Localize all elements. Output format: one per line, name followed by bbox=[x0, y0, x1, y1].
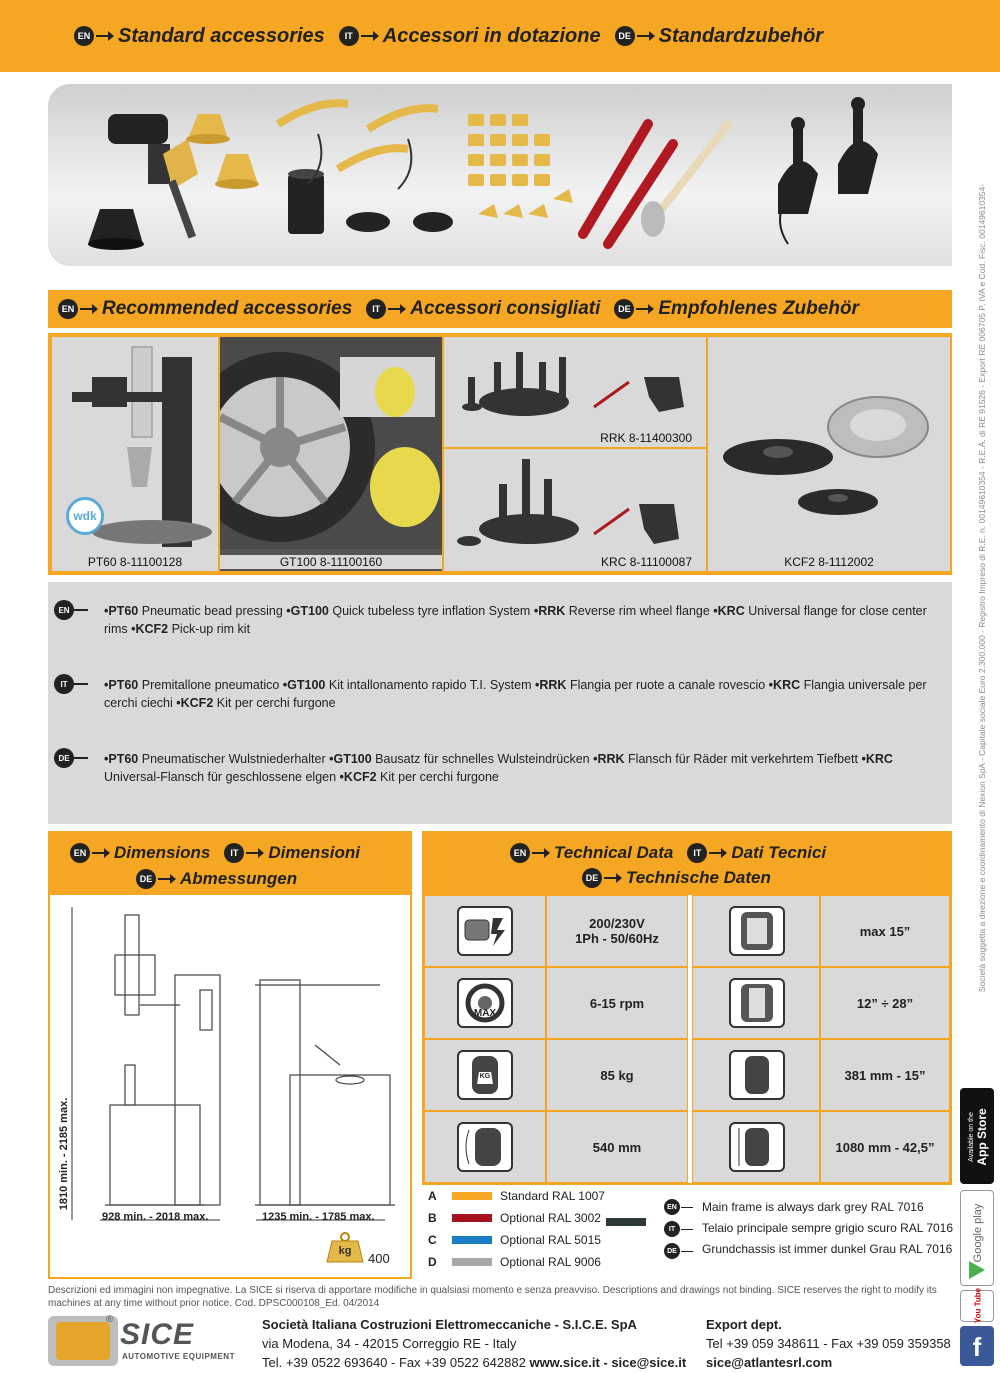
max-tyre-diameter-value: 540 mm bbox=[592, 1139, 642, 1155]
accessory-gt100 bbox=[218, 335, 444, 573]
dimensions-header bbox=[50, 833, 410, 895]
color-swatch bbox=[452, 1214, 492, 1222]
accessory-caption: KCF2 8-1112002 bbox=[784, 555, 874, 569]
standard-accessories-header bbox=[0, 0, 1000, 72]
en-badge: EN bbox=[58, 299, 78, 319]
it-badge: IT bbox=[339, 26, 359, 46]
text-gt100: Kit intallonamento rapido T.I. System bbox=[325, 678, 535, 692]
code-pt60: •PT60 bbox=[104, 678, 139, 692]
recommended-accessories-grid bbox=[48, 333, 952, 575]
arrow-icon bbox=[74, 683, 88, 685]
kcf2-illustration bbox=[708, 337, 950, 549]
play-icon bbox=[969, 1261, 985, 1279]
depth-label: 1235 min. - 1785 max. bbox=[262, 1211, 375, 1223]
technical-data-header bbox=[424, 833, 950, 895]
speed-icon bbox=[457, 978, 513, 1028]
google-play-button[interactable] bbox=[960, 1190, 994, 1286]
accessory-krc bbox=[442, 447, 708, 573]
logo-tagline: AUTOMOTIVE EQUIPMENT bbox=[122, 1352, 235, 1361]
code-rrk: •RRK bbox=[535, 678, 567, 692]
tyre-diameter-icon bbox=[457, 1122, 513, 1172]
de-badge: DE bbox=[614, 299, 634, 319]
recommended-title-en: Recommended accessories bbox=[102, 298, 353, 319]
recommended-title-it: Accessori consigliati bbox=[410, 298, 601, 319]
tech-value-cell bbox=[820, 895, 950, 967]
tech-value-cell bbox=[820, 1111, 950, 1183]
gt100-illustration bbox=[220, 337, 442, 549]
arrow-icon bbox=[92, 852, 108, 854]
tech-icon-cell bbox=[692, 967, 820, 1039]
dimensions-title-row-1 bbox=[70, 843, 370, 863]
arrow-icon bbox=[74, 609, 88, 611]
text-pt60: Pneumatischer Wulstniederhalter bbox=[138, 752, 330, 766]
arrow-icon bbox=[636, 308, 652, 310]
power-value: 200/230V 1Ph - 50/60Hz bbox=[575, 916, 659, 946]
rim-diameter-icon bbox=[729, 978, 785, 1028]
code-kcf2: •KCF2 bbox=[176, 696, 214, 710]
tech-value-cell bbox=[820, 1039, 950, 1111]
tech-icon-cell bbox=[424, 967, 546, 1039]
color-letter: D bbox=[428, 1255, 437, 1269]
logo-registered: ® bbox=[106, 1314, 114, 1325]
color-letter: C bbox=[428, 1233, 437, 1247]
description-it bbox=[104, 676, 944, 712]
de-badge: DE bbox=[615, 26, 635, 46]
company-name: Società Italiana Costruzioni Elettromeccaniche - S.I.C.E. SpA bbox=[262, 1317, 637, 1332]
dimensions-title-row-2 bbox=[136, 869, 307, 889]
dimensions-title-de: Abmessungen bbox=[180, 869, 298, 888]
frame-note-it: Telaio principale sempre grigio scuro RAL 7016 bbox=[702, 1221, 954, 1235]
machine-weight-value: 85 kg bbox=[600, 1067, 634, 1083]
max-tyre-width-value: 381 mm - 15” bbox=[844, 1067, 926, 1083]
code-rrk: •RRK bbox=[593, 752, 625, 766]
de-badge: DE bbox=[664, 1243, 680, 1259]
weight-tyre-icon bbox=[457, 1050, 513, 1100]
export-phone: Tel +39 059 348611 - Fax +39 059 359358 bbox=[706, 1336, 951, 1351]
technical-title-row-1 bbox=[510, 843, 836, 863]
wdk-logo: wdk bbox=[66, 497, 104, 535]
company-web-link[interactable]: www.sice.it - sice@sice.it bbox=[529, 1355, 687, 1370]
standard-accessories-illustration bbox=[48, 84, 952, 266]
it-badge: IT bbox=[54, 674, 74, 694]
it-badge: IT bbox=[366, 299, 386, 319]
en-badge: EN bbox=[74, 26, 94, 46]
en-badge: EN bbox=[664, 1199, 680, 1215]
color-label: Optional RAL 9006 bbox=[500, 1255, 601, 1269]
disclaimer: Descrizioni ed immagini non impegnative. La SICE si riserva di apportare modifiche in qualsiasi momento e senza preavviso. Descriptions and drawings not binding. SICE reserves the right to modify its machines at any time without prior notice. Cod. DPSC000108_Ed. 04/2014 bbox=[48, 1285, 937, 1309]
technical-data-panel bbox=[422, 831, 952, 1185]
arrow-icon bbox=[74, 757, 88, 759]
tech-value-cell bbox=[820, 967, 950, 1039]
arrow-icon bbox=[246, 852, 262, 854]
text-krc: Universal-Flansch für geschlossene elgen bbox=[104, 770, 340, 784]
code-kcf2: •KCF2 bbox=[339, 770, 377, 784]
text-rrk: Flansch für Räder mit verkehrtem Tiefbett bbox=[624, 752, 862, 766]
tech-icon-cell bbox=[424, 1039, 546, 1111]
accessory-caption: RRK 8-11400300 bbox=[600, 431, 692, 445]
frame-color-swatch bbox=[606, 1218, 646, 1226]
frame-note-de: Grundchassis ist immer dunkel Grau RAL 7016 bbox=[702, 1242, 953, 1256]
color-letter: B bbox=[428, 1211, 437, 1225]
accessory-caption: PT60 8-11100128 bbox=[87, 555, 183, 569]
code-krc: •KRC bbox=[768, 678, 801, 692]
en-badge: EN bbox=[510, 843, 530, 863]
code-krc: •KRC bbox=[713, 604, 745, 618]
en-badge: EN bbox=[70, 843, 90, 863]
standard-title-en: Standard accessories bbox=[118, 24, 325, 47]
arrow-icon bbox=[709, 852, 725, 854]
description-en bbox=[104, 602, 944, 638]
rrk-illustration bbox=[444, 337, 706, 432]
tech-value-cell bbox=[546, 895, 688, 967]
frame-note-en: Main frame is always dark grey RAL 7016 bbox=[702, 1200, 924, 1214]
code-gt100: •GT100 bbox=[282, 678, 326, 692]
accessory-caption: GT100 8-11100160 bbox=[220, 555, 442, 569]
arrow-icon bbox=[681, 1251, 693, 1252]
standard-title-de: Standardzubehör bbox=[658, 24, 824, 47]
color-swatch bbox=[452, 1236, 492, 1244]
text-rrk: Flangia per ruote a canale rovescio bbox=[566, 678, 769, 692]
facebook-icon: f bbox=[972, 1332, 982, 1362]
tech-value-cell bbox=[546, 1039, 688, 1111]
text-rrk: Reverse rim wheel flange bbox=[565, 604, 714, 618]
app-store-text bbox=[966, 1090, 988, 1184]
recommended-accessories-title bbox=[58, 298, 869, 320]
tech-icon-cell bbox=[692, 1039, 820, 1111]
code-kcf2: •KCF2 bbox=[131, 622, 169, 636]
color-swatch bbox=[452, 1192, 492, 1200]
legal-side-text bbox=[975, 140, 989, 1040]
rim-diameter-value: 12” ÷ 28” bbox=[856, 995, 914, 1011]
technical-title-en: Technical Data bbox=[554, 843, 674, 862]
text-pt60: Pneumatic bead pressing bbox=[138, 604, 287, 618]
technical-title-row-2 bbox=[582, 868, 781, 888]
tech-icon-cell bbox=[692, 1111, 820, 1183]
de-badge: DE bbox=[54, 748, 74, 768]
code-pt60: •PT60 bbox=[104, 752, 139, 766]
app-store-button[interactable] bbox=[960, 1088, 994, 1184]
accessory-pt60 bbox=[50, 335, 220, 573]
weight-tyre-icon-label: KG bbox=[479, 1073, 491, 1080]
code-pt60: •PT60 bbox=[104, 604, 139, 618]
logo-name: SICE bbox=[120, 1318, 195, 1351]
text-kcf2: Kit per cerchi furgone bbox=[213, 696, 336, 710]
arrow-icon bbox=[604, 877, 620, 879]
tech-icon-cell bbox=[692, 895, 820, 967]
arrow-icon bbox=[681, 1207, 693, 1208]
weight-icon bbox=[326, 1231, 364, 1263]
max-wheel-diameter-value: 1080 mm - 42,5” bbox=[835, 1139, 935, 1155]
dimensions-panel bbox=[48, 831, 412, 1279]
speed-icon-label: MAX bbox=[473, 1008, 497, 1019]
text-krc: Universal flange for close center rims bbox=[104, 604, 927, 636]
dimensions-title-it: Dimensioni bbox=[268, 843, 360, 862]
technical-title-de: Technische Daten bbox=[626, 868, 771, 887]
width-label: 928 min. - 2018 max. bbox=[102, 1211, 209, 1223]
youtube-text: You Tube bbox=[973, 1287, 983, 1324]
accessory-kcf2 bbox=[706, 335, 952, 573]
logo-s-icon bbox=[56, 1322, 110, 1360]
export-email-link[interactable]: sice@atlantesrl.com bbox=[706, 1355, 833, 1370]
color-label: Optional RAL 5015 bbox=[500, 1233, 601, 1247]
description-de bbox=[104, 750, 944, 786]
rim-width-value: max 15” bbox=[859, 923, 911, 939]
it-badge: IT bbox=[664, 1221, 680, 1237]
tyre-width-icon bbox=[729, 906, 785, 956]
speed-value: 6-15 rpm bbox=[589, 995, 645, 1011]
arrow-icon bbox=[96, 35, 112, 37]
color-label: Standard RAL 1007 bbox=[500, 1189, 605, 1203]
code-gt100: •GT100 bbox=[329, 752, 372, 766]
accessory-caption: KRC 8-11100087 bbox=[601, 555, 692, 569]
text-gt100: Bausatz für schnelles Wulsteindrücken bbox=[371, 752, 594, 766]
tech-value-cell bbox=[546, 1111, 688, 1183]
standard-accessories-photo bbox=[48, 84, 952, 266]
weight-value: 400 bbox=[368, 1251, 390, 1266]
facebook-button[interactable] bbox=[960, 1326, 994, 1366]
it-badge: IT bbox=[687, 843, 707, 863]
color-label: Optional RAL 3002 bbox=[500, 1211, 601, 1225]
legal-side-text-content: Società soggetta a direzione e coordinamento di Nexion SpA - Capitale sociale Euro 2.300.000 - Registro Impreso di R.E. n. 00149610354 - R.E.A. di RE 91526 - Export RE 006705 P. IVA e Cod. Fisc. 00149610354- bbox=[977, 183, 987, 993]
text-krc: Flangia universale per cerchi ciechi bbox=[104, 678, 927, 710]
accessory-descriptions bbox=[48, 582, 952, 824]
krc-illustration bbox=[444, 449, 706, 554]
tech-icon-cell bbox=[424, 895, 546, 967]
accessory-rrk bbox=[442, 335, 708, 449]
text-pt60: Premitallone pneumatico bbox=[138, 678, 283, 692]
phone-text: Tel. +39 0522 693640 - Fax +39 0522 642882 bbox=[262, 1355, 526, 1370]
height-dimension bbox=[54, 1088, 74, 1248]
arrow-icon bbox=[361, 35, 377, 37]
google-play-text: Google play bbox=[972, 1203, 984, 1263]
arrow-icon bbox=[681, 1229, 693, 1230]
arrow-icon bbox=[637, 35, 653, 37]
code-krc: •KRC bbox=[861, 752, 893, 766]
en-badge: EN bbox=[54, 600, 74, 620]
recommended-accessories-header bbox=[48, 290, 952, 328]
wheel-diameter-icon bbox=[729, 1122, 785, 1172]
it-badge: IT bbox=[224, 843, 244, 863]
code-rrk: •RRK bbox=[533, 604, 566, 618]
motor-icon bbox=[457, 906, 513, 956]
arrow-icon bbox=[158, 878, 174, 880]
text-kcf2: Kit per cerchi furgone bbox=[376, 770, 499, 784]
app-store-big: App Store bbox=[975, 1108, 989, 1166]
arrow-icon bbox=[532, 852, 548, 854]
export-title: Export dept. bbox=[706, 1317, 782, 1332]
app-store-small: Available on the bbox=[968, 1112, 975, 1162]
technical-title-it: Dati Tecnici bbox=[731, 843, 827, 862]
code-gt100: •GT100 bbox=[286, 604, 329, 618]
de-badge: DE bbox=[582, 868, 602, 888]
recommended-title-de: Empfohlenes Zubehör bbox=[658, 298, 859, 319]
company-phone bbox=[262, 1354, 686, 1371]
height-label: 1810 min. - 2185 max. bbox=[58, 1097, 70, 1211]
standard-title-it: Accessori in dotazione bbox=[382, 24, 601, 47]
arrow-icon bbox=[80, 308, 96, 310]
tyre-width-2-icon bbox=[729, 1050, 785, 1100]
arrow-icon bbox=[388, 308, 404, 310]
standard-accessories-title bbox=[74, 25, 833, 48]
dimensions-title-en: Dimensions bbox=[114, 843, 211, 862]
color-swatch bbox=[452, 1258, 492, 1266]
text-kcf2: Pick-up rim kit bbox=[168, 622, 251, 636]
weight-icon-label: kg bbox=[338, 1245, 352, 1257]
tech-value-cell bbox=[546, 967, 688, 1039]
text-gt100: Quick tubeless tyre inflation System bbox=[328, 604, 534, 618]
de-badge: DE bbox=[136, 869, 156, 889]
tech-icon-cell bbox=[424, 1111, 546, 1183]
youtube-button[interactable] bbox=[960, 1287, 994, 1324]
color-letter: A bbox=[428, 1189, 437, 1203]
company-address: via Modena, 34 - 42015 Correggio RE - Italy bbox=[262, 1336, 517, 1351]
